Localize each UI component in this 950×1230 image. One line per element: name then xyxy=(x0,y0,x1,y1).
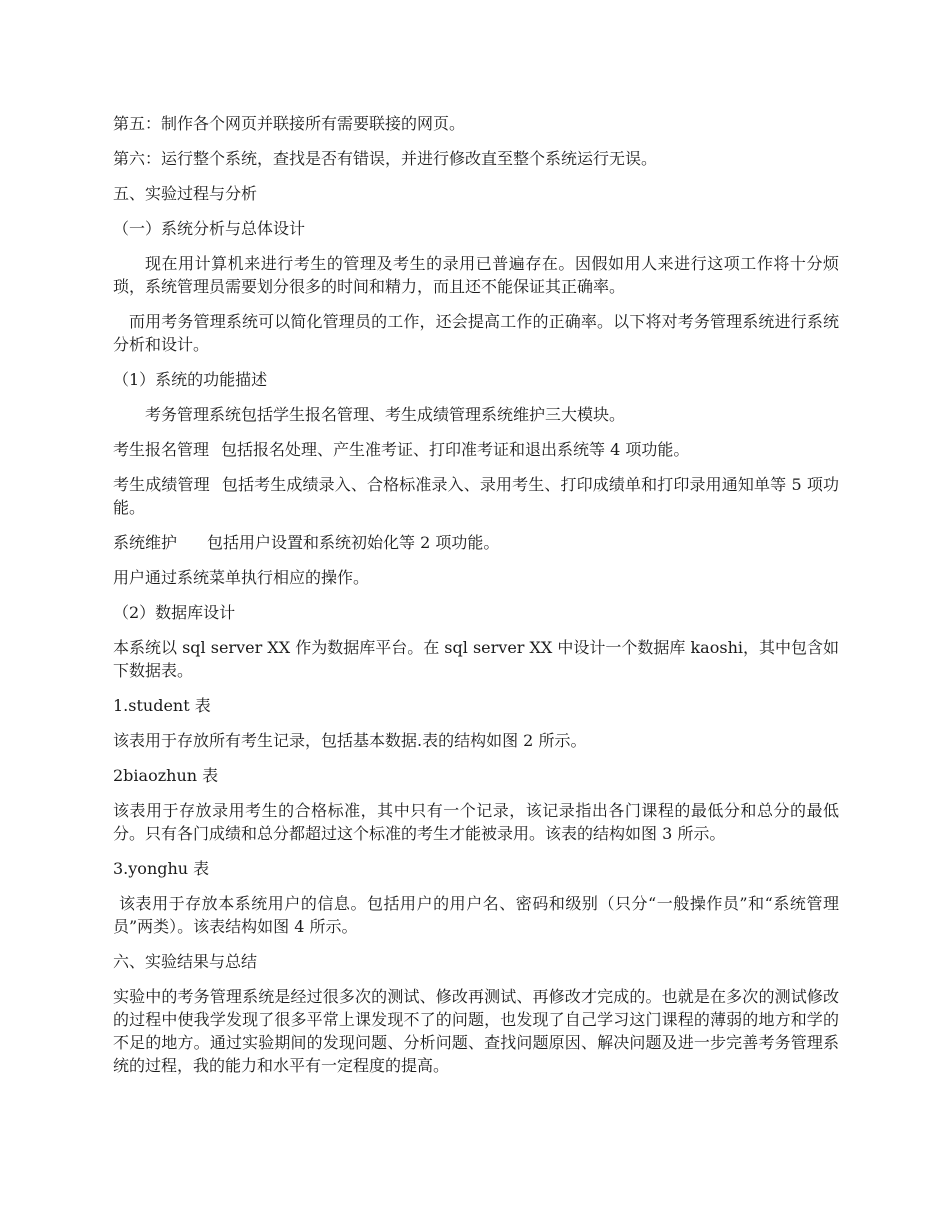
score-module-paragraph xyxy=(113,473,839,519)
yonghu-table-heading: 3.yonghu 表 xyxy=(113,859,210,878)
purpose-paragraph: 而用考务管理系统可以简化管理员的工作，还会提高工作的正确率。以下将对考务管理系统进行系统分析和设计。 xyxy=(113,312,839,354)
subsection-system-analysis-heading: （一）系统分析与总体设计 xyxy=(113,219,306,238)
registration-module-text: 包括报名处理、产生准考证、打印准考证和退出系统等 4 项功能。 xyxy=(221,440,690,459)
biaozhun-table-paragraph: 该表用于存放录用考生的合格标准，其中只有一个记录，该记录指出各门课程的最低分和总分的最低分。只有各门成绩和总分都超过这个标准的考生才能被录用。该表的结构如图 3 所示。 xyxy=(113,801,839,843)
step-five-paragraph: 第五：制作各个网页并联接所有需要联接的网页。 xyxy=(113,114,466,133)
database-design-heading: （2）数据库设计 xyxy=(113,603,236,622)
yonghu-table-paragraph: 该表用于存放本系统用户的信息。包括用户的用户名、密码和级别（只分“一般操作员”和“系统管理员”两类）。该表结构如图 4 所示。 xyxy=(113,894,839,936)
database-platform-paragraph: 本系统以 sql server XX 作为数据库平台。在 sql server XX 中设计一个数据库 kaoshi，其中包含如下数据表。 xyxy=(113,638,839,680)
maintenance-module-paragraph xyxy=(113,531,839,554)
score-module-label: 考生成绩管理 xyxy=(113,475,210,494)
intro-paragraph: 现在用计算机来进行考生的管理及考生的录用已普遍存在。因假如用人来进行这项工作将十分烦琐，系统管理员需要划分很多的时间和精力，而且还不能保证其正确率。 xyxy=(113,254,839,296)
function-description-heading: （1）系统的功能描述 xyxy=(113,370,268,389)
section-five-heading: 五、实验过程与分析 xyxy=(113,184,258,203)
section-six-heading: 六、实验结果与总结 xyxy=(113,952,258,971)
score-module-text: 包括考生成绩录入、合格标准录入、录用考生、打印成绩单和打印录用通知单等 5 项功能。 xyxy=(113,475,839,517)
modules-paragraph: 考务管理系统包括学生报名管理、考生成绩管理系统维护三大模块。 xyxy=(145,405,626,424)
step-six-paragraph: 第六：运行整个系统，查找是否有错误，并进行修改直至整个系统运行无误。 xyxy=(113,149,658,168)
registration-module-label: 考生报名管理 xyxy=(113,440,210,459)
biaozhun-table-heading: 2biaozhun 表 xyxy=(113,766,219,785)
menu-operation-paragraph: 用户通过系统菜单执行相应的操作。 xyxy=(113,568,370,587)
student-table-paragraph: 该表用于存放所有考生记录，包括基本数据.表的结构如图 2 所示。 xyxy=(113,731,587,750)
maintenance-module-label: 系统维护 xyxy=(113,533,178,552)
registration-module-paragraph xyxy=(113,438,839,461)
student-table-heading: 1.student 表 xyxy=(113,696,211,715)
summary-paragraph: 实验中的考务管理系统是经过很多次的测试、修改再测试、再修改才完成的。也就是在多次的测试修改的过程中使我学发现了很多平常上课发现不了的问题，也发现了自己学习这门课程的薄弱的地方和学的不足的地方。通过实验期间的发现问题、分析问题、查找问题原因、解决问题及进一步完善考务管理系统的过程，我的能力和水平有一定程度的提高。 xyxy=(113,987,839,1075)
maintenance-module-text: 包括用户设置和系统初始化等 2 项功能。 xyxy=(207,533,500,552)
document-page xyxy=(113,112,839,1089)
